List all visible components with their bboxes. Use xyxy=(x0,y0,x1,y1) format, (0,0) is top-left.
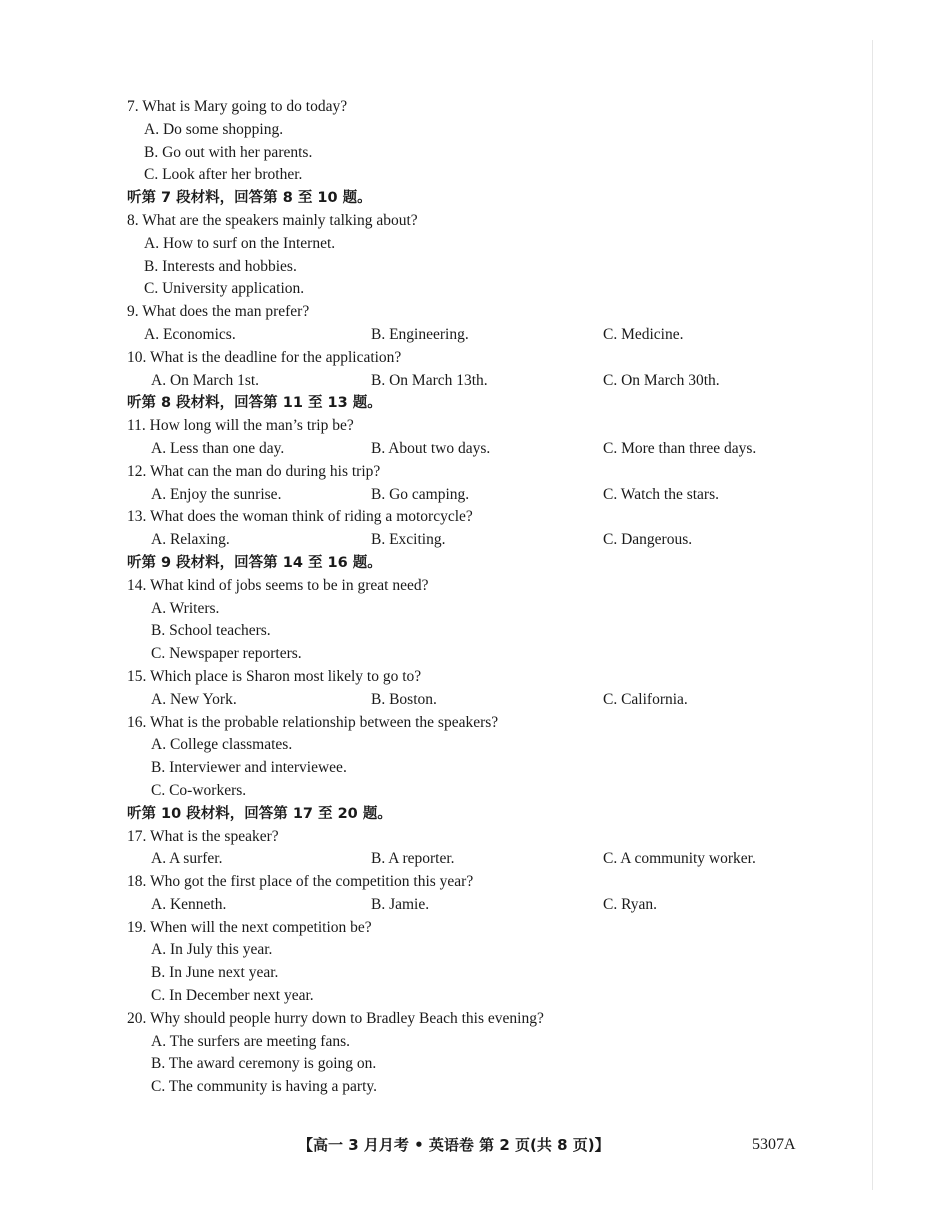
option-text: C. In December next year. xyxy=(151,987,314,1005)
option-row xyxy=(127,529,827,552)
question-text: 11. How long will the man’s trip be? xyxy=(127,417,354,435)
option-b: B. About two days. xyxy=(371,439,491,457)
option-text: B. Go out with her parents. xyxy=(144,143,313,161)
question-text: 9. What does the man prefer? xyxy=(127,303,310,321)
option-c: C. Ryan. xyxy=(603,895,658,913)
option-b: B. Go camping. xyxy=(371,485,470,503)
option-text: C. Newspaper reporters. xyxy=(151,645,302,663)
option-row xyxy=(127,324,827,347)
option-c: C. Dangerous. xyxy=(603,531,693,549)
question-text: 17. What is the speaker? xyxy=(127,827,279,845)
paper-code: 5307A xyxy=(752,1136,796,1153)
option-c: C. California. xyxy=(603,690,688,708)
option-text: A. Writers. xyxy=(151,599,220,617)
option-b: B. Boston. xyxy=(371,690,437,708)
question-text: 7. What is Mary going to do today? xyxy=(127,98,348,115)
question-text: 12. What can the man do during his trip? xyxy=(127,462,381,480)
option-text: A. The surfers are meeting fans. xyxy=(151,1032,350,1050)
question-text: 13. What does the woman think of riding a motorcycle? xyxy=(127,508,473,526)
option-c: C. On March 30th. xyxy=(603,371,720,389)
option-a: A. Economics. xyxy=(144,325,236,343)
question-text: 20. Why should people hurry down to Bradley Beach this evening? xyxy=(127,1009,544,1027)
option-a: A. Relaxing. xyxy=(151,531,230,549)
option-text: A. In July this year. xyxy=(151,941,273,959)
option-a: A. A surfer. xyxy=(151,850,223,868)
section-instruction: 听第 8 段材料，回答第 11 至 13 题。 xyxy=(127,395,382,412)
option-a: A. Less than one day. xyxy=(151,439,285,457)
option-c: C. Watch the stars. xyxy=(603,485,719,503)
section-instruction: 听第 9 段材料，回答第 14 至 16 题。 xyxy=(127,554,382,571)
option-b: B. Exciting. xyxy=(371,531,446,549)
option-text: B. Interviewer and interviewee. xyxy=(151,759,347,777)
question-text: 14. What kind of jobs seems to be in great need? xyxy=(127,576,429,594)
option-row xyxy=(127,484,827,507)
option-text: C. Co-workers. xyxy=(151,781,247,799)
option-row xyxy=(127,894,827,917)
option-text: B. In June next year. xyxy=(151,964,279,982)
section-instruction: 听第 7 段材料，回答第 8 至 10 题。 xyxy=(127,190,372,207)
option-b: B. A reporter. xyxy=(371,850,455,868)
question-text: 18. Who got the first place of the competition this year? xyxy=(127,873,474,891)
option-row xyxy=(127,438,827,461)
option-text: A. Do some shopping. xyxy=(144,120,284,138)
option-c: C. A community worker. xyxy=(603,850,756,868)
option-row xyxy=(127,370,827,393)
option-text: C. Look after her brother. xyxy=(144,166,303,184)
option-text: C. University application. xyxy=(144,280,305,298)
question-list xyxy=(127,96,827,1099)
question-text: 8. What are the speakers mainly talking about? xyxy=(127,211,418,229)
option-b: B. Engineering. xyxy=(371,325,469,343)
option-c: C. More than three days. xyxy=(603,439,757,457)
option-b: B. On March 13th. xyxy=(371,371,488,389)
option-text: A. How to surf on the Internet. xyxy=(144,234,336,252)
option-a: A. Kenneth. xyxy=(151,895,227,913)
option-c: C. Medicine. xyxy=(603,325,684,343)
option-text: B. Interests and hobbies. xyxy=(144,257,297,275)
option-row xyxy=(127,848,827,871)
section-instruction: 听第 10 段材料，回答第 17 至 20 题。 xyxy=(127,805,392,822)
option-text: B. The award ceremony is going on. xyxy=(151,1055,377,1073)
option-a: A. On March 1st. xyxy=(151,371,260,389)
page-footer xyxy=(0,1133,950,1157)
option-b: B. Jamie. xyxy=(371,895,430,913)
scan-edge-line xyxy=(872,40,873,1190)
option-row xyxy=(127,689,827,712)
option-text: B. School teachers. xyxy=(151,622,271,640)
footer-title: 【高一 3 月月考 • 英语卷 第 2 页(共 8 页)】 xyxy=(298,1136,610,1154)
option-a: A. New York. xyxy=(151,690,237,708)
option-a: A. Enjoy the sunrise. xyxy=(151,485,282,503)
question-text: 16. What is the probable relationship between the speakers? xyxy=(127,713,499,731)
option-text: A. College classmates. xyxy=(151,736,293,754)
question-text: 19. When will the next competition be? xyxy=(127,918,372,936)
question-text: 10. What is the deadline for the application? xyxy=(127,348,402,366)
question-text: 15. Which place is Sharon most likely to go to? xyxy=(127,667,422,685)
option-text: C. The community is having a party. xyxy=(151,1078,378,1096)
